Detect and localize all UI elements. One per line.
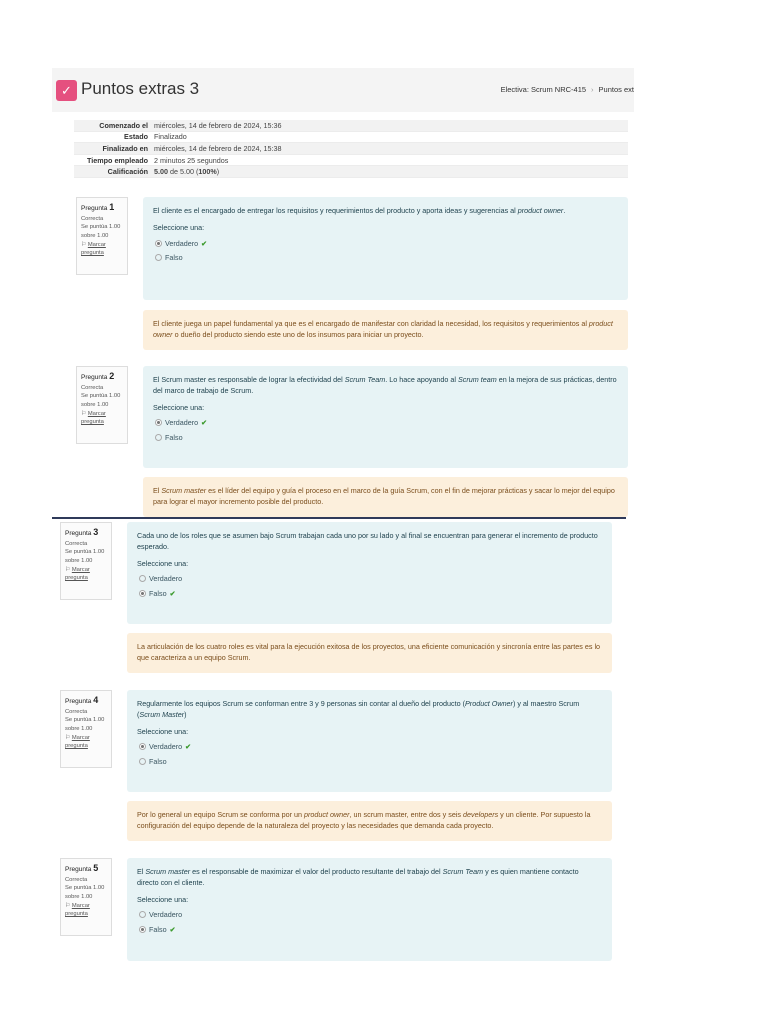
option-label: Verdadero: [165, 418, 199, 428]
question-info: [60, 858, 112, 936]
flag-question-link[interactable]: [81, 241, 123, 258]
breadcrumb-separator-icon: ›: [591, 85, 594, 94]
question-score: Se puntúa 1.00 sobre 1.00: [65, 885, 105, 900]
answer-option-falso[interactable]: [139, 925, 602, 936]
question-info: [60, 522, 112, 600]
flag-icon: ⚐: [65, 902, 72, 909]
answer-option-verdadero[interactable]: [139, 910, 602, 921]
question-number: Pregunta 1: [81, 202, 115, 212]
flag-label: Marcar pregunta: [81, 410, 106, 426]
option-label: Falso: [149, 925, 167, 935]
correct-check-icon: ✔: [201, 238, 208, 248]
select-prompt: Seleccione una:: [137, 558, 189, 568]
answer-option-falso[interactable]: [139, 757, 602, 768]
question-content: [127, 690, 612, 792]
flag-icon: ⚐: [65, 566, 72, 573]
correct-check-icon: ✔: [185, 742, 192, 752]
question-info: [60, 690, 112, 768]
radio-icon[interactable]: [155, 434, 162, 441]
summary-row: [74, 120, 628, 131]
question-text: El Scrum master es el responsable de maximizar el valor del producto resultante del trabajo del Scrum Team y es quien mantiene contacto directo con el cliente.: [137, 867, 579, 887]
breadcrumb-course-link[interactable]: Electiva: Scrum NRC-415: [500, 85, 587, 94]
select-prompt: Seleccione una:: [153, 222, 205, 232]
summary-row: [74, 166, 628, 178]
answer-option-verdadero[interactable]: [139, 742, 602, 753]
question-info: [76, 197, 128, 275]
correct-check-icon: ✔: [169, 925, 176, 935]
summary-label: Tiempo empleado: [74, 154, 151, 166]
option-label: Falso: [165, 253, 183, 263]
question-score: Se puntúa 1.00 sobre 1.00: [81, 393, 121, 408]
option-label: Verdadero: [165, 238, 199, 248]
question-status: Correcta: [65, 540, 88, 547]
question-feedback: Por lo general un equipo Scrum se conforma por un product owner, un scrum master, entre dos y seis developers y un cliente. Por supuesto la configuración del equipo depende de la naturaleza del proyecto y las necesidades que demanda cada proyecto.: [127, 801, 612, 841]
select-prompt: Seleccione una:: [137, 894, 189, 904]
radio-icon[interactable]: [155, 419, 162, 426]
breadcrumb: [501, 85, 634, 94]
page-header: [52, 68, 634, 112]
question-number: Pregunta 5: [65, 863, 99, 873]
question-status: Correcta: [81, 215, 104, 222]
question-text: Cada uno de los roles que se asumen bajo Scrum trabajan cada uno por su lado y al final se encuentran para generar el incremento de producto esperado.: [137, 531, 598, 551]
question-content: [143, 366, 628, 468]
radio-icon[interactable]: [155, 254, 162, 261]
summary-value: miércoles, 14 de febrero de 2024, 15:38: [151, 143, 628, 155]
answer-option-verdadero[interactable]: [139, 574, 602, 585]
flag-question-link[interactable]: [65, 734, 107, 751]
question-status: Correcta: [81, 384, 104, 391]
answer-option-verdadero[interactable]: [155, 418, 618, 429]
summary-row: [74, 154, 628, 166]
question-feedback: La articulación de los cuatro roles es vital para la ejecución exitosa de los proyectos, una eficiente comunicación y sincronía entre las partes es lo que caracteriza a un equipo Scrum.: [127, 633, 612, 673]
question-score: Se puntúa 1.00 sobre 1.00: [81, 224, 121, 239]
question-feedback: El Scrum master es el líder del equipo y guía el proceso en el marco de la guía Scrum, con el fin de mejorar prácticas y sacar lo mejor del equipo para lograr el mayor incremento posible del producto.: [143, 477, 628, 517]
radio-icon[interactable]: [139, 575, 146, 582]
flag-label: Marcar pregunta: [65, 734, 90, 750]
summary-value: Finalizado: [151, 131, 628, 143]
question-number: Pregunta 4: [65, 695, 99, 705]
summary-label: Estado: [74, 131, 151, 143]
summary-label: Finalizado en: [74, 143, 151, 155]
flag-question-link[interactable]: [65, 566, 107, 583]
question-score: Se puntúa 1.00 sobre 1.00: [65, 549, 105, 564]
flag-question-link[interactable]: [65, 902, 107, 919]
option-label: Falso: [149, 757, 167, 767]
summary-row: [74, 131, 628, 143]
radio-icon[interactable]: [155, 240, 162, 247]
question-text: El cliente es el encargado de entregar los requisitos y requerimientos del producto y aporta ideas y sugerencias al product owner.: [153, 206, 566, 215]
question-feedback: El cliente juega un papel fundamental ya que es el encargado de manifestar con claridad la necesidad, los requisitos y requerimientos al product owner o dueño del producto siendo este uno de los insumos para iniciar un proyecto.: [143, 310, 628, 350]
breadcrumb-quiz-link[interactable]: Puntos ext: [598, 85, 634, 94]
summary-label: Comenzado el: [74, 120, 151, 131]
option-label: Verdadero: [149, 742, 183, 752]
radio-icon[interactable]: [139, 590, 146, 597]
question-status: Correcta: [65, 708, 88, 715]
flag-icon: ⚐: [81, 410, 88, 417]
summary-value: miércoles, 14 de febrero de 2024, 15:36: [151, 120, 628, 131]
answer-option-falso[interactable]: [155, 433, 618, 444]
option-label: Falso: [165, 433, 183, 443]
question-content: [143, 197, 628, 300]
correct-check-icon: ✔: [201, 418, 208, 428]
option-label: Falso: [149, 589, 167, 599]
option-label: Verdadero: [149, 910, 183, 920]
question-number: Pregunta 2: [81, 371, 115, 381]
screenshot-divider: [52, 517, 626, 519]
question-text: El Scrum master es responsable de lograr la efectividad del Scrum Team. Lo hace apoyando al Scrum team en la mejora de sus prácticas, dentro del marco de trabajo de Scrum.: [153, 375, 617, 395]
question-text: Regularmente los equipos Scrum se conforman entre 3 y 9 personas sin contar al dueño del producto (Product Owner) y al maestro Scrum (Scrum Master): [137, 699, 580, 719]
summary-label: Calificación: [74, 166, 151, 178]
radio-icon[interactable]: [139, 743, 146, 750]
radio-icon[interactable]: [139, 911, 146, 918]
correct-check-icon: ✔: [169, 589, 176, 599]
question-number: Pregunta 3: [65, 527, 99, 537]
flag-icon: ⚐: [65, 734, 72, 741]
summary-row: [74, 143, 628, 155]
select-prompt: Seleccione una:: [153, 402, 205, 412]
question-content: [127, 522, 612, 624]
flag-label: Marcar pregunta: [65, 566, 90, 582]
summary-grade-value: 5.00 de 5.00 (100%): [151, 166, 628, 178]
select-prompt: Seleccione una:: [137, 726, 189, 736]
question-content: [127, 858, 612, 961]
checkbox-icon: ✓: [56, 80, 77, 101]
radio-icon[interactable]: [139, 758, 146, 765]
flag-label: Marcar pregunta: [65, 902, 90, 918]
question-status: Correcta: [65, 876, 88, 883]
question-score: Se puntúa 1.00 sobre 1.00: [65, 717, 105, 732]
question-info: [76, 366, 128, 444]
answer-option-falso[interactable]: [155, 253, 618, 264]
answer-option-verdadero[interactable]: [155, 239, 618, 250]
flag-question-link[interactable]: [81, 410, 123, 427]
flag-icon: ⚐: [81, 241, 88, 248]
summary-value: 2 minutos 25 segundos: [151, 154, 628, 166]
answer-option-falso[interactable]: [139, 589, 602, 600]
option-label: Verdadero: [149, 574, 183, 584]
radio-icon[interactable]: [139, 926, 146, 933]
attempt-summary-table: [74, 120, 628, 178]
flag-label: Marcar pregunta: [81, 241, 106, 257]
page-title: Puntos extras 3: [81, 79, 200, 98]
